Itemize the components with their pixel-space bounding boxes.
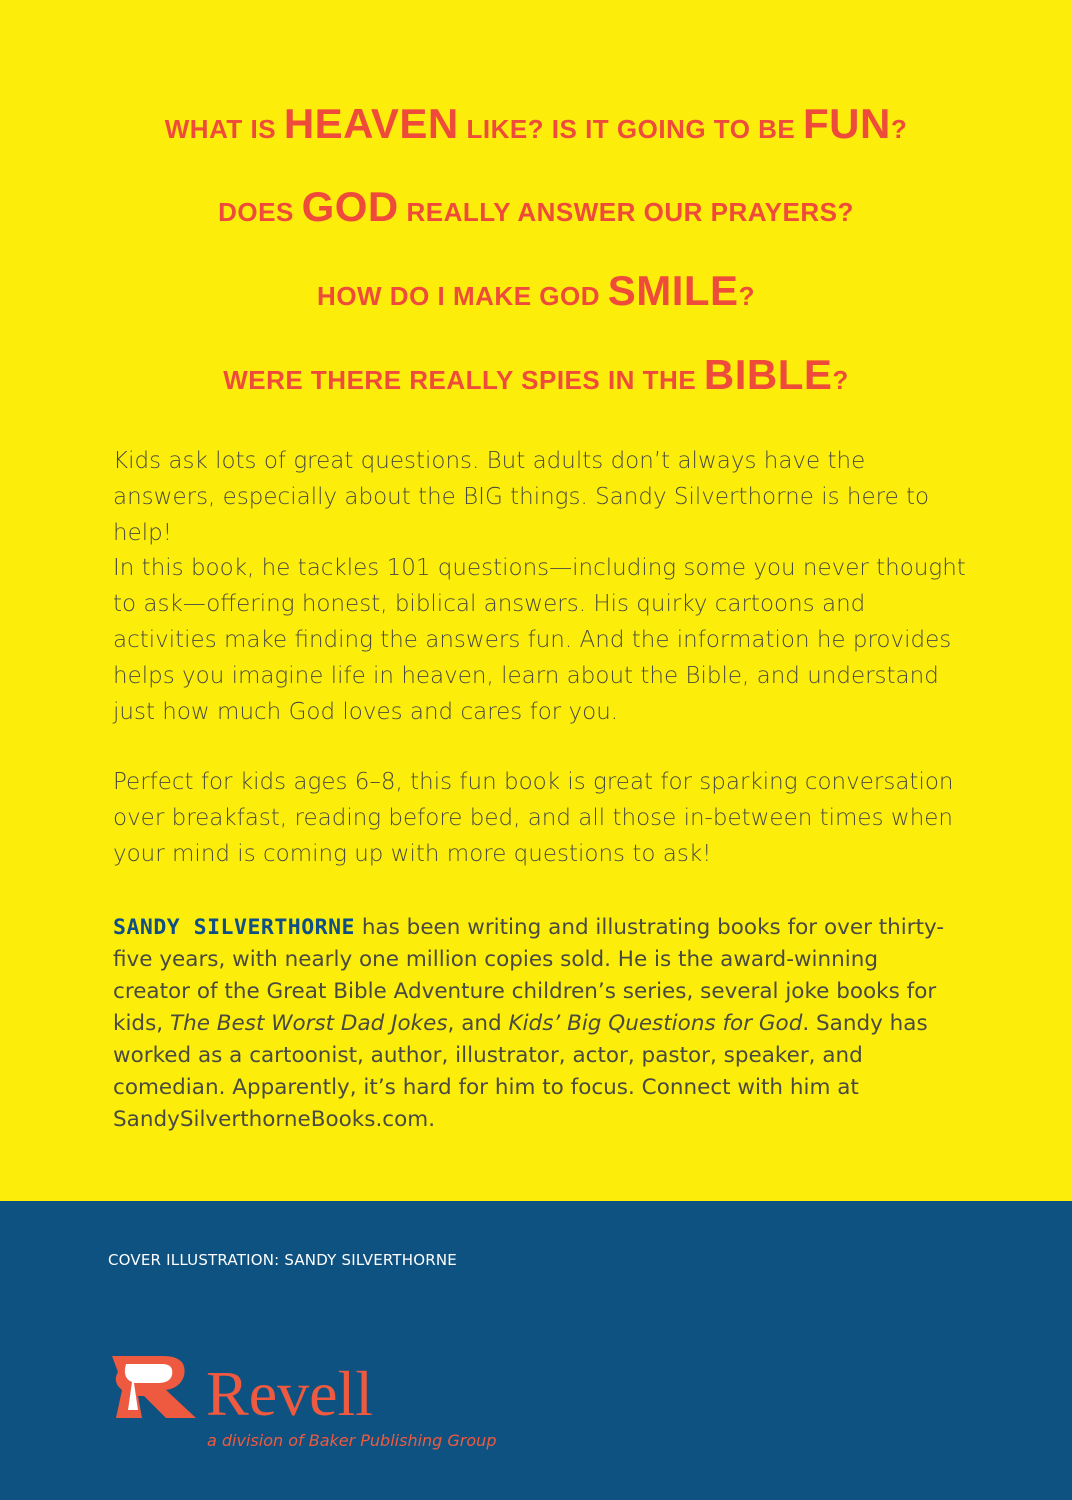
question-text: WERE THERE REALLY SPIES IN THE: [223, 365, 704, 395]
question-heaven: [0, 100, 1072, 148]
book-title: Kids’ Big Questions for God: [508, 1011, 803, 1036]
question-prayers: [0, 183, 1072, 231]
question-text: DOES: [218, 197, 302, 227]
question-text: REALLY ANSWER OUR PRAYERS?: [398, 197, 854, 227]
bio-text: has been writing and illustrating books for over thirty-five years, with nearly one million copies sold. He is the award-winning creator of the Great Bible Adventure children’s series, several joke books for kids,: [113, 915, 945, 1036]
bio-text: , and: [447, 1011, 509, 1036]
emphasis-word: GOD: [301, 183, 399, 230]
publisher-tagline: a division of Baker Publishing Group: [207, 1431, 497, 1450]
bio-text: . Sandy has worked as a cartoonist, author, illustrator, actor, pastor, speaker, and comedian. Apparently, it’s hard for him to focus. Connect with him at SandySilverthorneBooks.com.: [113, 1011, 928, 1132]
question-text: WHAT IS: [164, 114, 284, 144]
question-text: ?: [738, 281, 755, 311]
audience-paragraph: Perfect for kids ages 6–8, this fun book is great for sparking conversation over breakfast, reading before bed, and all those in-between times when your mind is coming up with more questions to ask!: [113, 769, 954, 867]
book-title: The Best Worst Dad Jokes: [169, 1011, 448, 1036]
question-text: LIKE? IS IT GOING TO BE: [458, 114, 804, 144]
intro-paragraph: Kids ask lots of great questions. But adults don’t always have the answers, especially about the BIG things. Sandy Silverthorne is here to help!: [113, 448, 930, 546]
revell-r-logo-icon: [108, 1352, 198, 1422]
emphasis-word: FUN: [803, 100, 891, 147]
question-smile: [0, 267, 1072, 315]
emphasis-word: HEAVEN: [283, 100, 459, 147]
question-text: ?: [832, 365, 849, 395]
emphasis-word: BIBLE: [703, 351, 833, 398]
navy-panel: [0, 1201, 1072, 1500]
question-text: ?: [890, 114, 908, 144]
question-spies: [0, 351, 1072, 399]
author-name: SANDY SILVERTHORNE: [113, 915, 355, 940]
author-bio: [113, 912, 953, 1136]
cover-credit: COVER ILLUSTRATION: SANDY SILVERTHORNE: [108, 1251, 457, 1269]
publisher-name: Revell: [206, 1358, 374, 1429]
emphasis-word: SMILE: [607, 267, 739, 314]
description-paragraph: In this book, he tackles 101 questions—including some you never thought to ask—offering honest, biblical answers. His quirky cartoons and activities make finding the answers fun. And the information he provides helps you imagine life in heaven, learn about the Bible, and understand just how much God loves and cares for you.: [113, 555, 966, 725]
question-text: HOW DO I MAKE GOD: [317, 281, 608, 311]
